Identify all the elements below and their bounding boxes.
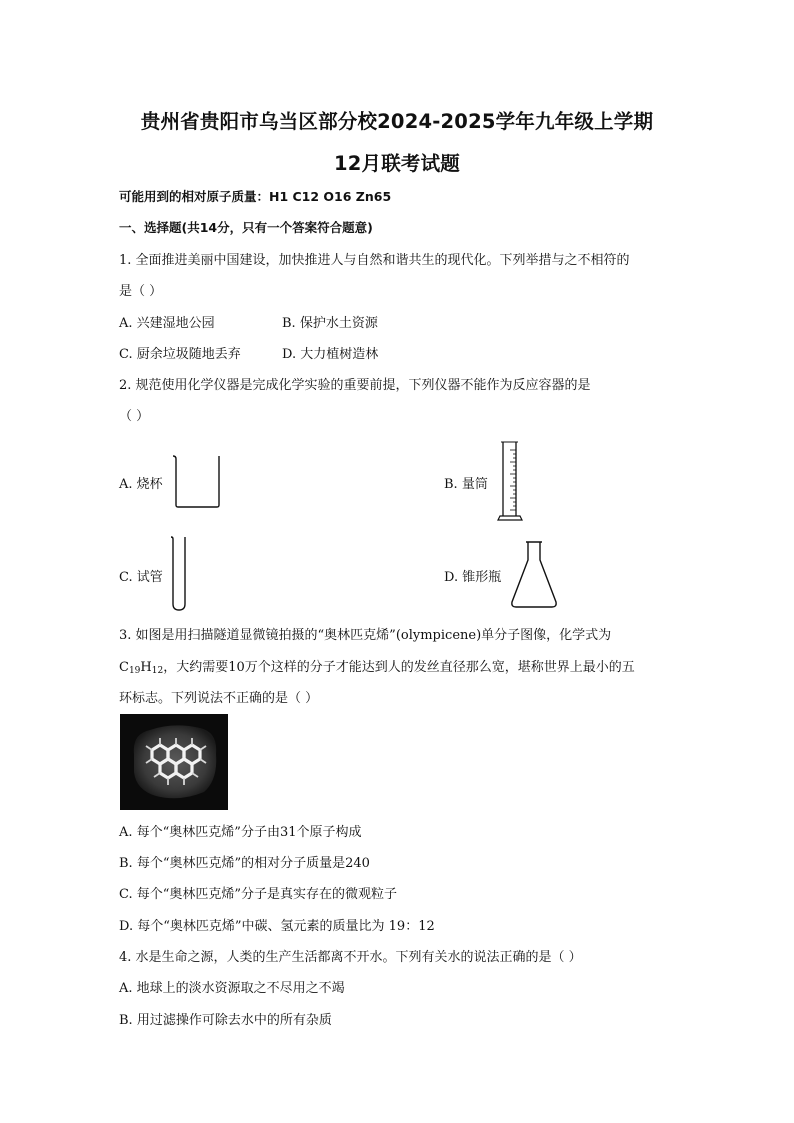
q3-option-c: C. 每个“奥林匹克烯”分子是真实存在的微观粒子 xyxy=(119,887,398,902)
graduated-cylinder-icon xyxy=(496,440,526,524)
q3-option-b: B. 每个“奥林匹克烯”的相对分子质量是240 xyxy=(119,856,370,871)
q2-stem-line2: （ ） xyxy=(119,409,150,424)
q1-stem-line1: 1. 全面推进美丽中国建设，加快推进人与自然和谐共生的现代化。下列举措与之不相符的 xyxy=(119,253,630,268)
formula-carbon: C xyxy=(119,660,129,675)
formula-hydrogen: H xyxy=(140,660,152,675)
q4-stem-line1: 4. 水是生命之源，人类的生产生活都离不开水。下列有关水的说法正确的是（ ） xyxy=(119,950,582,965)
atomic-mass-note: 可能用到的相对原子质量：H1 C12 O16 Zn65 xyxy=(119,189,392,204)
formula-hydrogen-count: 12 xyxy=(151,666,164,676)
q3-option-d: D. 每个“奥林匹克烯”中碳、氢元素的质量比为 19：12 xyxy=(119,919,435,934)
q2-option-a: A. 烧杯 xyxy=(119,477,163,492)
test-tube-icon xyxy=(168,534,190,614)
q1-option-a: A. 兴建湿地公园 xyxy=(119,316,215,331)
erlenmeyer-flask-icon xyxy=(508,540,560,610)
q2-stem-line1: 2. 规范使用化学仪器是完成化学实验的重要前提，下列仪器不能作为反应容器的是 xyxy=(119,378,591,393)
olympicene-molecule-image xyxy=(120,714,228,810)
formula-carbon-count: 19 xyxy=(128,666,141,676)
q3-stem-line2 xyxy=(119,656,635,675)
q2-option-d: D. 锥形瓶 xyxy=(444,570,502,585)
title-line-2: 12月联考试题 xyxy=(333,152,461,175)
q3-stem-line3: 环标志。下列说法不正确的是（ ） xyxy=(119,691,319,706)
q1-option-d: D. 大力植树造林 xyxy=(282,347,379,362)
q4-option-b: B. 用过滤操作可除去水中的所有杂质 xyxy=(119,1013,332,1028)
q1-stem-line2: 是（ ） xyxy=(119,284,163,299)
q4-option-a: A. 地球上的淡水资源取之不尽用之不竭 xyxy=(119,981,345,996)
title-line-1: 贵州省贵阳市乌当区部分校2024-2025学年九年级上学期 xyxy=(140,110,654,133)
q2-option-b: B. 量筒 xyxy=(444,477,488,492)
q3-option-a: A. 每个“奥林匹克烯”分子由31个原子构成 xyxy=(119,825,362,840)
section-heading: 一、选择题(共14分，只有一个答案符合题意) xyxy=(119,220,373,235)
beaker-icon xyxy=(170,452,224,510)
q1-option-c: C. 厨余垃圾随地丢弃 xyxy=(119,347,241,362)
q1-option-b: B. 保护水土资源 xyxy=(282,316,378,331)
q2-option-c: C. 试管 xyxy=(119,570,163,585)
q3-stem-line2-text: ，大约需要10万个这样的分子才能达到人的发丝直径那么宽，堪称世界上最小的五 xyxy=(163,660,635,675)
q3-stem-line1: 3. 如图是用扫描隧道显微镜拍摄的“奥林匹克烯”(olympicene)单分子图像，化学式为 xyxy=(119,628,612,643)
